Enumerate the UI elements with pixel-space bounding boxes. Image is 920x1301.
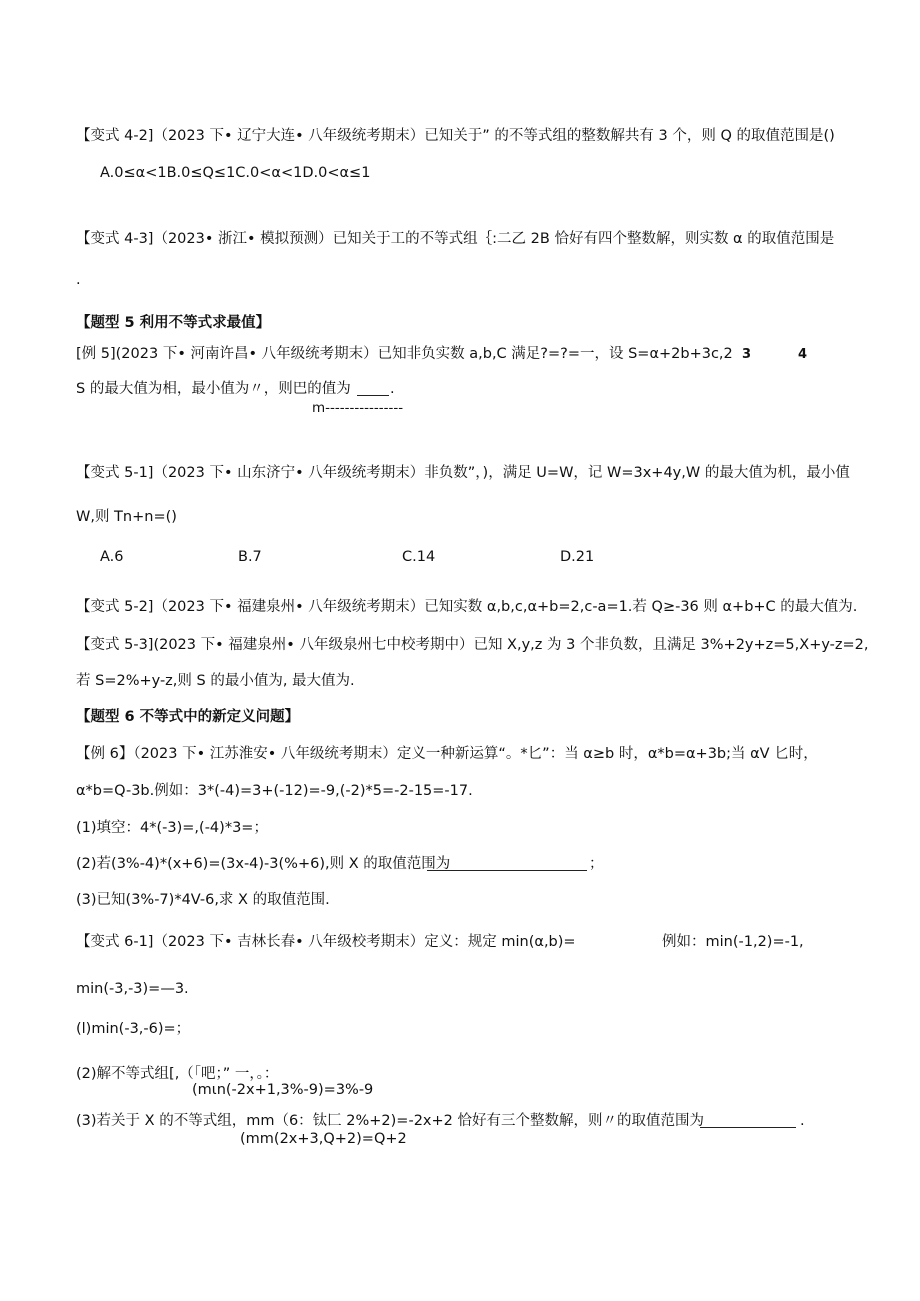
example-6-q2-answer-blank[interactable] bbox=[427, 870, 587, 871]
variant-5-2-text: 【变式 5-2]（2023 下• 福建泉州• 八年级统考期末）已知实数 α,b,c,α+b=2,c-a=1.若 Q≥-36 则 α+b+C 的最大值为. bbox=[76, 599, 858, 615]
variant-5-1-line2: W,则 Tn+n=() bbox=[76, 509, 177, 525]
variant-6-1-question-2-sub: (mιn(-2x+1,3%-9)=3%-9 bbox=[192, 1082, 374, 1098]
variant-6-1-line1a: 【变式 6-1]（2023 下• 吉林长春• 八年级校考期末）定义：规定 min(α,b)= bbox=[76, 934, 576, 950]
example-6-line1: 【例 6】（2023 下• 江苏淮安• 八年级统考期末）定义一种新运算“。*匕”：当 α≥b 时，α*b=α+3b;当 αV 匕时， bbox=[76, 746, 818, 762]
section-5-title: 【题型 5 利用不等式求最值】 bbox=[76, 315, 271, 331]
section-6-title: 【题型 6 不等式中的新定义问题】 bbox=[76, 709, 300, 725]
variant-5-1-option-b: B.7 bbox=[238, 549, 262, 565]
example-5-line2: S 的最大值为相，最小值为〃，则巴的值为 bbox=[76, 381, 351, 397]
variant-6-1-question-1: (l)min(-3,-6)=； bbox=[76, 1021, 191, 1037]
variant-5-3-line1: 【变式 5-3](2023 下• 福建泉州• 八年级泉州七中校考期中）已知 X,y,z 为 3 个非负数，且满足 3%+2y+z=5,X+y-z=2, bbox=[76, 637, 869, 653]
example-5-fraction: m---------------- bbox=[312, 400, 404, 416]
variant-5-1-option-c: C.14 bbox=[402, 549, 436, 565]
example-5-line2-end: . bbox=[390, 381, 395, 397]
variant-4-2-text: 【变式 4-2]（2023 下• 辽宁大连• 八年级统考期末）已知关于” 的不等式组的整数解共有 3 个，则 Q 的取值范围是() bbox=[76, 128, 835, 144]
example-5-answer-blank[interactable] bbox=[357, 395, 389, 396]
example-6-question-2: (2)若(3%-4)*(x+6)=(3x-4)-3(%+6),则 X 的取值范围为 bbox=[76, 856, 451, 872]
example-5-line1: [例 5](2023 下• 河南许昌• 八年级统考期末）已知非负实数 a,b,C 满足?=?=一，设 S=α+2b+3c,2 bbox=[76, 346, 733, 362]
variant-6-1-line2: min(-3,-3)=—3. bbox=[76, 981, 189, 997]
variant-4-3-tail: . bbox=[76, 272, 81, 288]
variant-5-1-option-d: D.21 bbox=[560, 549, 595, 565]
example-6-line2: α*b=Q-3b.例如：3*(-4)=3+(-12)=-9,(-2)*5=-2-15=-17. bbox=[76, 783, 473, 799]
variant-6-1-question-3: (3)若关于 X 的不等式组，mm（6：钛匚 2%+2)=-2x+2 恰好有三个整数解，则〃的取值范围为 bbox=[76, 1113, 704, 1129]
example-5-sup-4: 4 bbox=[798, 347, 808, 362]
example-6-question-1: (1)填空：4*(-3)=,(-4)*3=； bbox=[76, 820, 268, 836]
variant-6-1-question-2: (2)解不等式组[,（「吧；” 一，。： bbox=[76, 1066, 279, 1082]
variant-4-2-options: A.0≤α<1B.0≤Q≤1C.0<α<1D.0<α≤1 bbox=[100, 165, 371, 181]
example-5-sup-3: 3 bbox=[742, 347, 752, 362]
variant-5-1-option-a: A.6 bbox=[100, 549, 124, 565]
variant-5-3-line2: 若 S=2%+y-z,则 S 的最小值为, 最大值为. bbox=[76, 673, 355, 689]
example-6-question-3: (3)已知(3%-7)*4V-6,求 X 的取值范围. bbox=[76, 892, 330, 908]
variant-6-1-line1b: 例如：min(-1,2)=-1, bbox=[662, 934, 804, 950]
variant-4-3-text: 【变式 4-3]（2023• 浙江• 模拟预测）已知关于工的不等式组｛:二乙 2B 恰好有四个整数解，则实数 α 的取值范围是 bbox=[76, 231, 835, 247]
variant-6-1-q3-answer-blank[interactable] bbox=[700, 1127, 796, 1128]
variant-6-1-question-3-sub: (mm(2x+3,Q+2)=Q+2 bbox=[240, 1131, 407, 1147]
variant-6-1-question-3-end: . bbox=[800, 1113, 805, 1129]
variant-5-1-line1: 【变式 5-1]（2023 下• 山东济宁• 八年级统考期末）非负数”，)，满足 U=W，记 W=3x+4y,W 的最大值为机，最小值 bbox=[76, 465, 850, 481]
example-6-question-2-end: ； bbox=[589, 856, 604, 872]
